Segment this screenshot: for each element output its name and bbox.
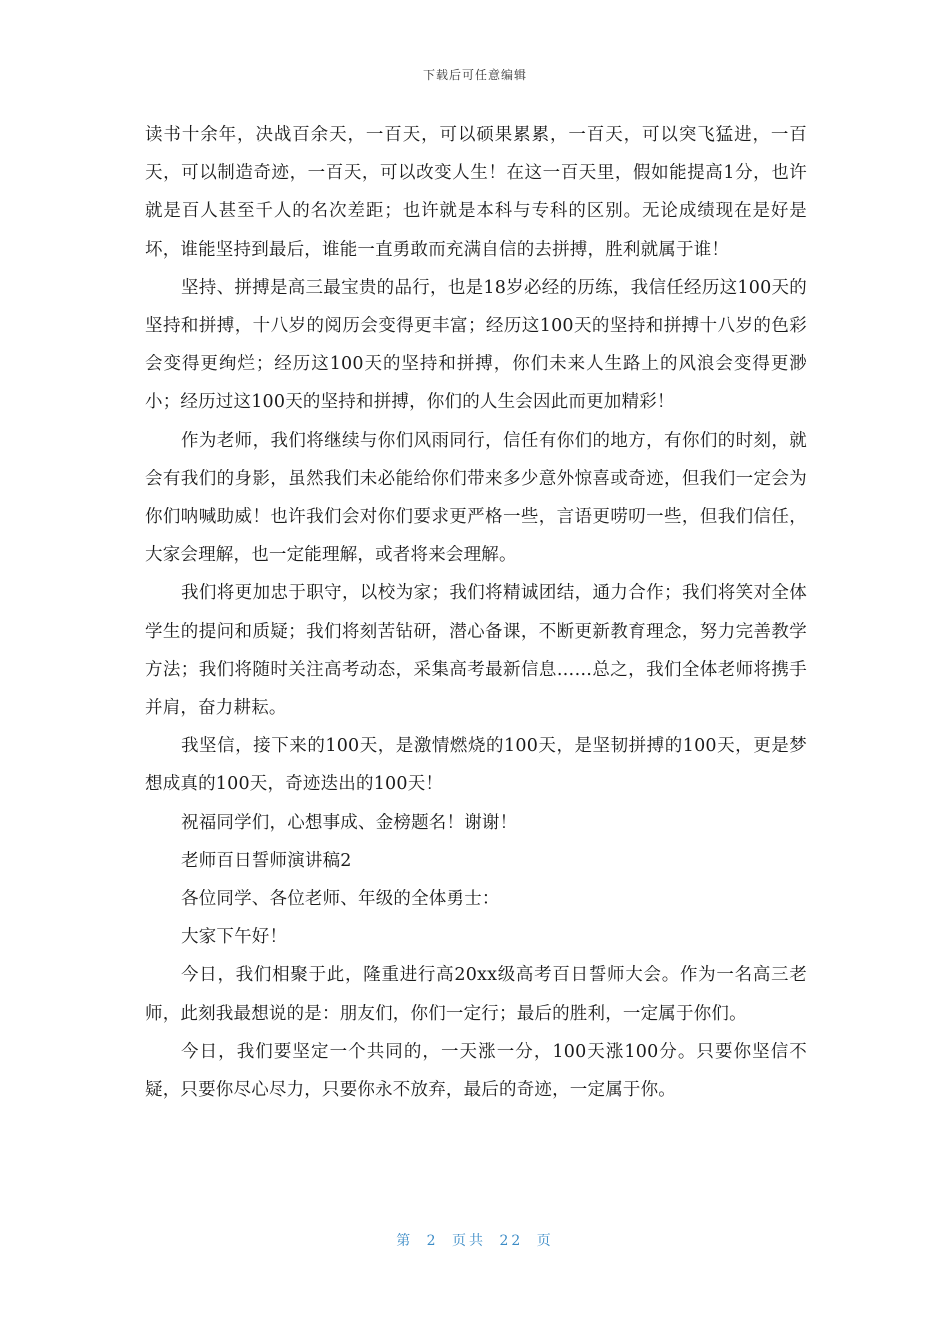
paragraph-4: 我们将更加忠于职守，以校为家；我们将精诚团结，通力合作；我们将笑对全体学生的提问和质疑；我们将刻苦钻研，潜心备课，不断更新教育理念，努力完善教学方法；我们将随时关注高考动态，采集高考最新信息……总之，我们全体老师将携手并肩，奋力耕耘。 [145,583,807,719]
page-number: 第 2 页共 22 页 [396,1233,554,1249]
section-title: 老师百日誓师演讲稿2 [181,850,352,871]
paragraph-1: 读书十余年，决战百余天，一百天，可以硕果累累，一百天，可以突飞猛进，一百天，可以制造奇迹，一百天，可以改变人生！在这一百天里，假如能提高1分，也许就是百人甚至千人的名次差距；也许就是本科与专科的区别。无论成绩现在是好是坏，谁能坚持到最后，谁能一直勇敢而充满自信的去拼搏，胜利就属于谁！ [145,125,807,260]
page-header: 下载后可任意编辑 [422,68,527,82]
document-body [145,116,807,1109]
paragraph-6: 祝福同学们，心想事成、金榜题名！谢谢！ [181,812,518,833]
paragraph-10: 今日，我们相聚于此，隆重进行高20xx级高考百日誓师大会。作为一名高三老师，此刻我最想说的是：朋友们，你们一定行；最后的胜利，一定属于你们。 [145,965,807,1024]
paragraph-3: 作为老师，我们将继续与你们风雨同行，信任有你们的地方，有你们的时刻，就会有我们的身影，虽然我们未必能给你们带来多少意外惊喜或奇迹，但我们一定会为你们呐喊助威！也许我们会对你们要求更严格一些，言语更唠叨一些，但我们信任，大家会理解，也一定能理解，或者将来会理解。 [145,430,807,566]
paragraph-5: 我坚信，接下来的100天，是激情燃烧的100天，是坚韧拼搏的100天，更是梦想成真的100天，奇迹迭出的100天！ [145,736,807,795]
paragraph-11: 今日，我们要坚定一个共同的，一天涨一分，100天涨100分。只要你坚信不疑，只要你尽心尽力，只要你永不放弃，最后的奇迹，一定属于你。 [145,1041,807,1101]
greeting: 大家下午好！ [181,927,288,948]
salutation: 各位同学、各位老师、年级的全体勇士： [181,889,500,910]
paragraph-2: 坚持、拼搏是高三最宝贵的品行，也是18岁必经的历练，我信任经历这100天的坚持和拼搏，十八岁的阅历会变得更丰富；经历这100天的坚持和拼搏十八岁的色彩会变得更绚烂；经历这100天的坚持和拼搏，你们未来人生路上的风浪会变得更渺小；经历过这100天的坚持和拼搏，你们的人生会因此而更加精彩！ [145,277,807,413]
